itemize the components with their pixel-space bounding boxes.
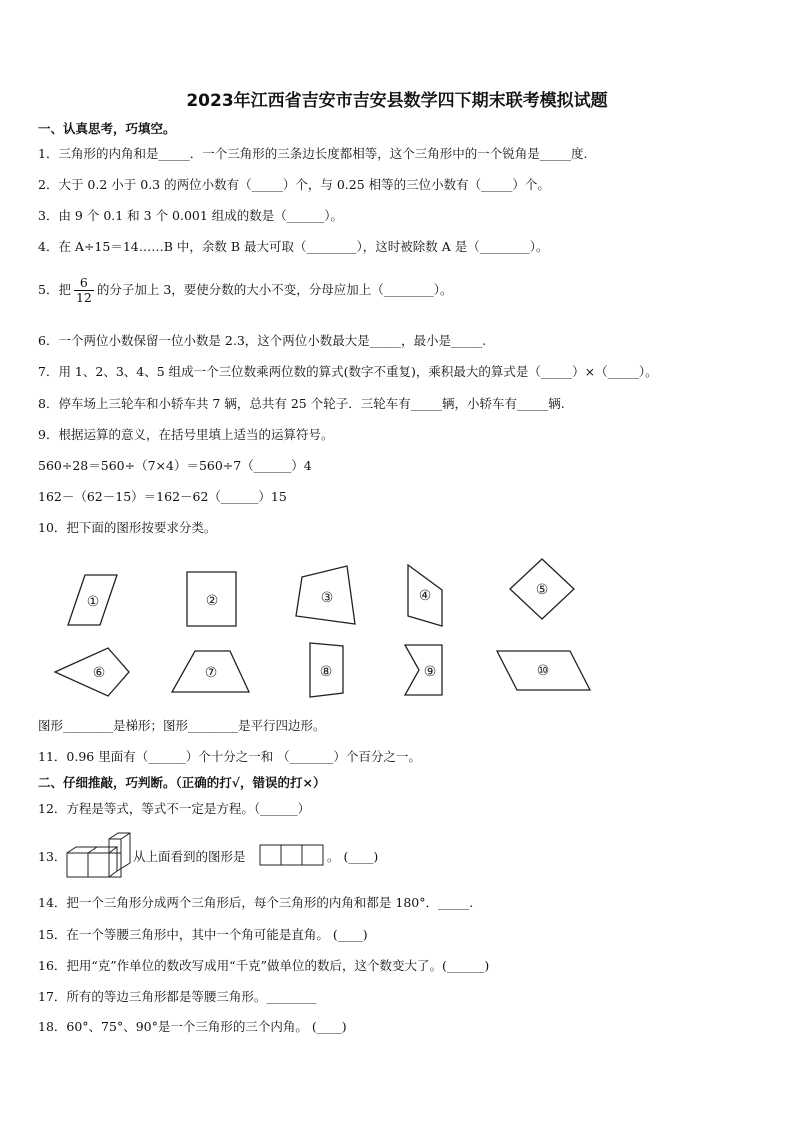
shape-label-6: ⑥ (92, 665, 106, 681)
shape-label-1: ① (86, 594, 100, 610)
question-9-line-1: 560÷28＝560÷（7×4）＝560÷7（______）4 (38, 458, 312, 473)
question-13-answer: 。 (____) (327, 849, 379, 864)
question-12: 12．方程是等式，等式不一定是方程。（______） (38, 801, 311, 816)
question-3: 3．由 9 个 0.1 和 3 个 0.001 组成的数是（______）。 (38, 208, 344, 223)
question-5-before: 5．把 (38, 282, 71, 297)
question-17: 17．所有的等边三角形都是等腰三角形。________ (38, 989, 317, 1004)
question-18: 18．60°、75°、90°是一个三角形的三个内角。 (____) (38, 1019, 347, 1034)
question-13-text: 从上面看到的图形是 (133, 849, 246, 864)
shape-label-4: ④ (418, 588, 432, 604)
question-9: 9．根据运算的意义，在括号里填上适当的运算符号。 (38, 427, 334, 442)
fraction-denominator: 12 (75, 290, 92, 305)
shape-label-9: ⑨ (423, 664, 437, 680)
shape-label-2: ② (205, 593, 219, 609)
section-2-heading: 二、仔细推敲，巧判断。（正确的打√，错误的打×） (38, 775, 326, 790)
section-1-heading: 一、认真思考，巧填空。 (38, 121, 176, 136)
question-9-line-2: 162－（62－15）＝162－62（______）15 (38, 489, 287, 504)
question-7: 7．用 1、2、3、4、5 组成一个三位数乘两位数的算式(数字不重复)，乘积最大的算式是（_____）×（_____）。 (38, 364, 658, 379)
question-1: 1．三角形的内角和是_____．一个三角形的三条边长度都相等，这个三角形中的一个锐角是_____度. (38, 146, 588, 161)
question-5-after: 的分子加上 3，要使分数的大小不变，分母应加上（________）。 (96, 282, 453, 297)
page-title: 2023年江西省吉安市吉安县数学四下期末联考模拟试题 (186, 91, 608, 111)
shape-label-3: ③ (320, 590, 334, 606)
cubes-figure (66, 831, 132, 879)
shape-label-10: ⑩ (536, 663, 550, 679)
shape-label-5: ⑤ (535, 582, 549, 598)
question-16: 16．把用“克”作单位的数改写成用“千克”做单位的数后，这个数变大了。(______) (38, 958, 490, 973)
question-14: 14．把一个三角形分成两个三角形后，每个三角形的内角和都是 180°．_____. (38, 895, 474, 910)
question-10: 10．把下面的图形按要求分类。 (38, 520, 217, 535)
question-11: 11．0.96 里面有（______）个十分之一和 （_______）个百分之一。 (38, 749, 421, 764)
top-view-figure (259, 844, 325, 866)
question-2: 2．大于 0.2 小于 0.3 的两位小数有（_____）个，与 0.25 相等的三位小数有（_____）个。 (38, 177, 550, 192)
question-4: 4．在 A÷15＝14……B 中，余数 B 最大可取（________），这时被除数 A 是（________）。 (38, 239, 549, 254)
question-10-answer: 图形________是梯形；图形________是平行四边形。 (38, 718, 326, 733)
fraction-numerator: 6 (74, 276, 94, 291)
question-15: 15．在一个等腰三角形中，其中一个角可能是直角。 (____) (38, 927, 368, 942)
question-8: 8．停车场上三轮车和小轿车共 7 辆，总共有 25 个轮子．三轮车有_____辆，小轿车有_____辆. (38, 396, 565, 411)
shape-label-7: ⑦ (204, 665, 218, 681)
question-13-number: 13． (38, 849, 67, 864)
question-6: 6．一个两位小数保留一位小数是 2.3，这个两位小数最大是_____，最小是_____. (38, 333, 487, 348)
shape-label-8: ⑧ (319, 664, 333, 680)
